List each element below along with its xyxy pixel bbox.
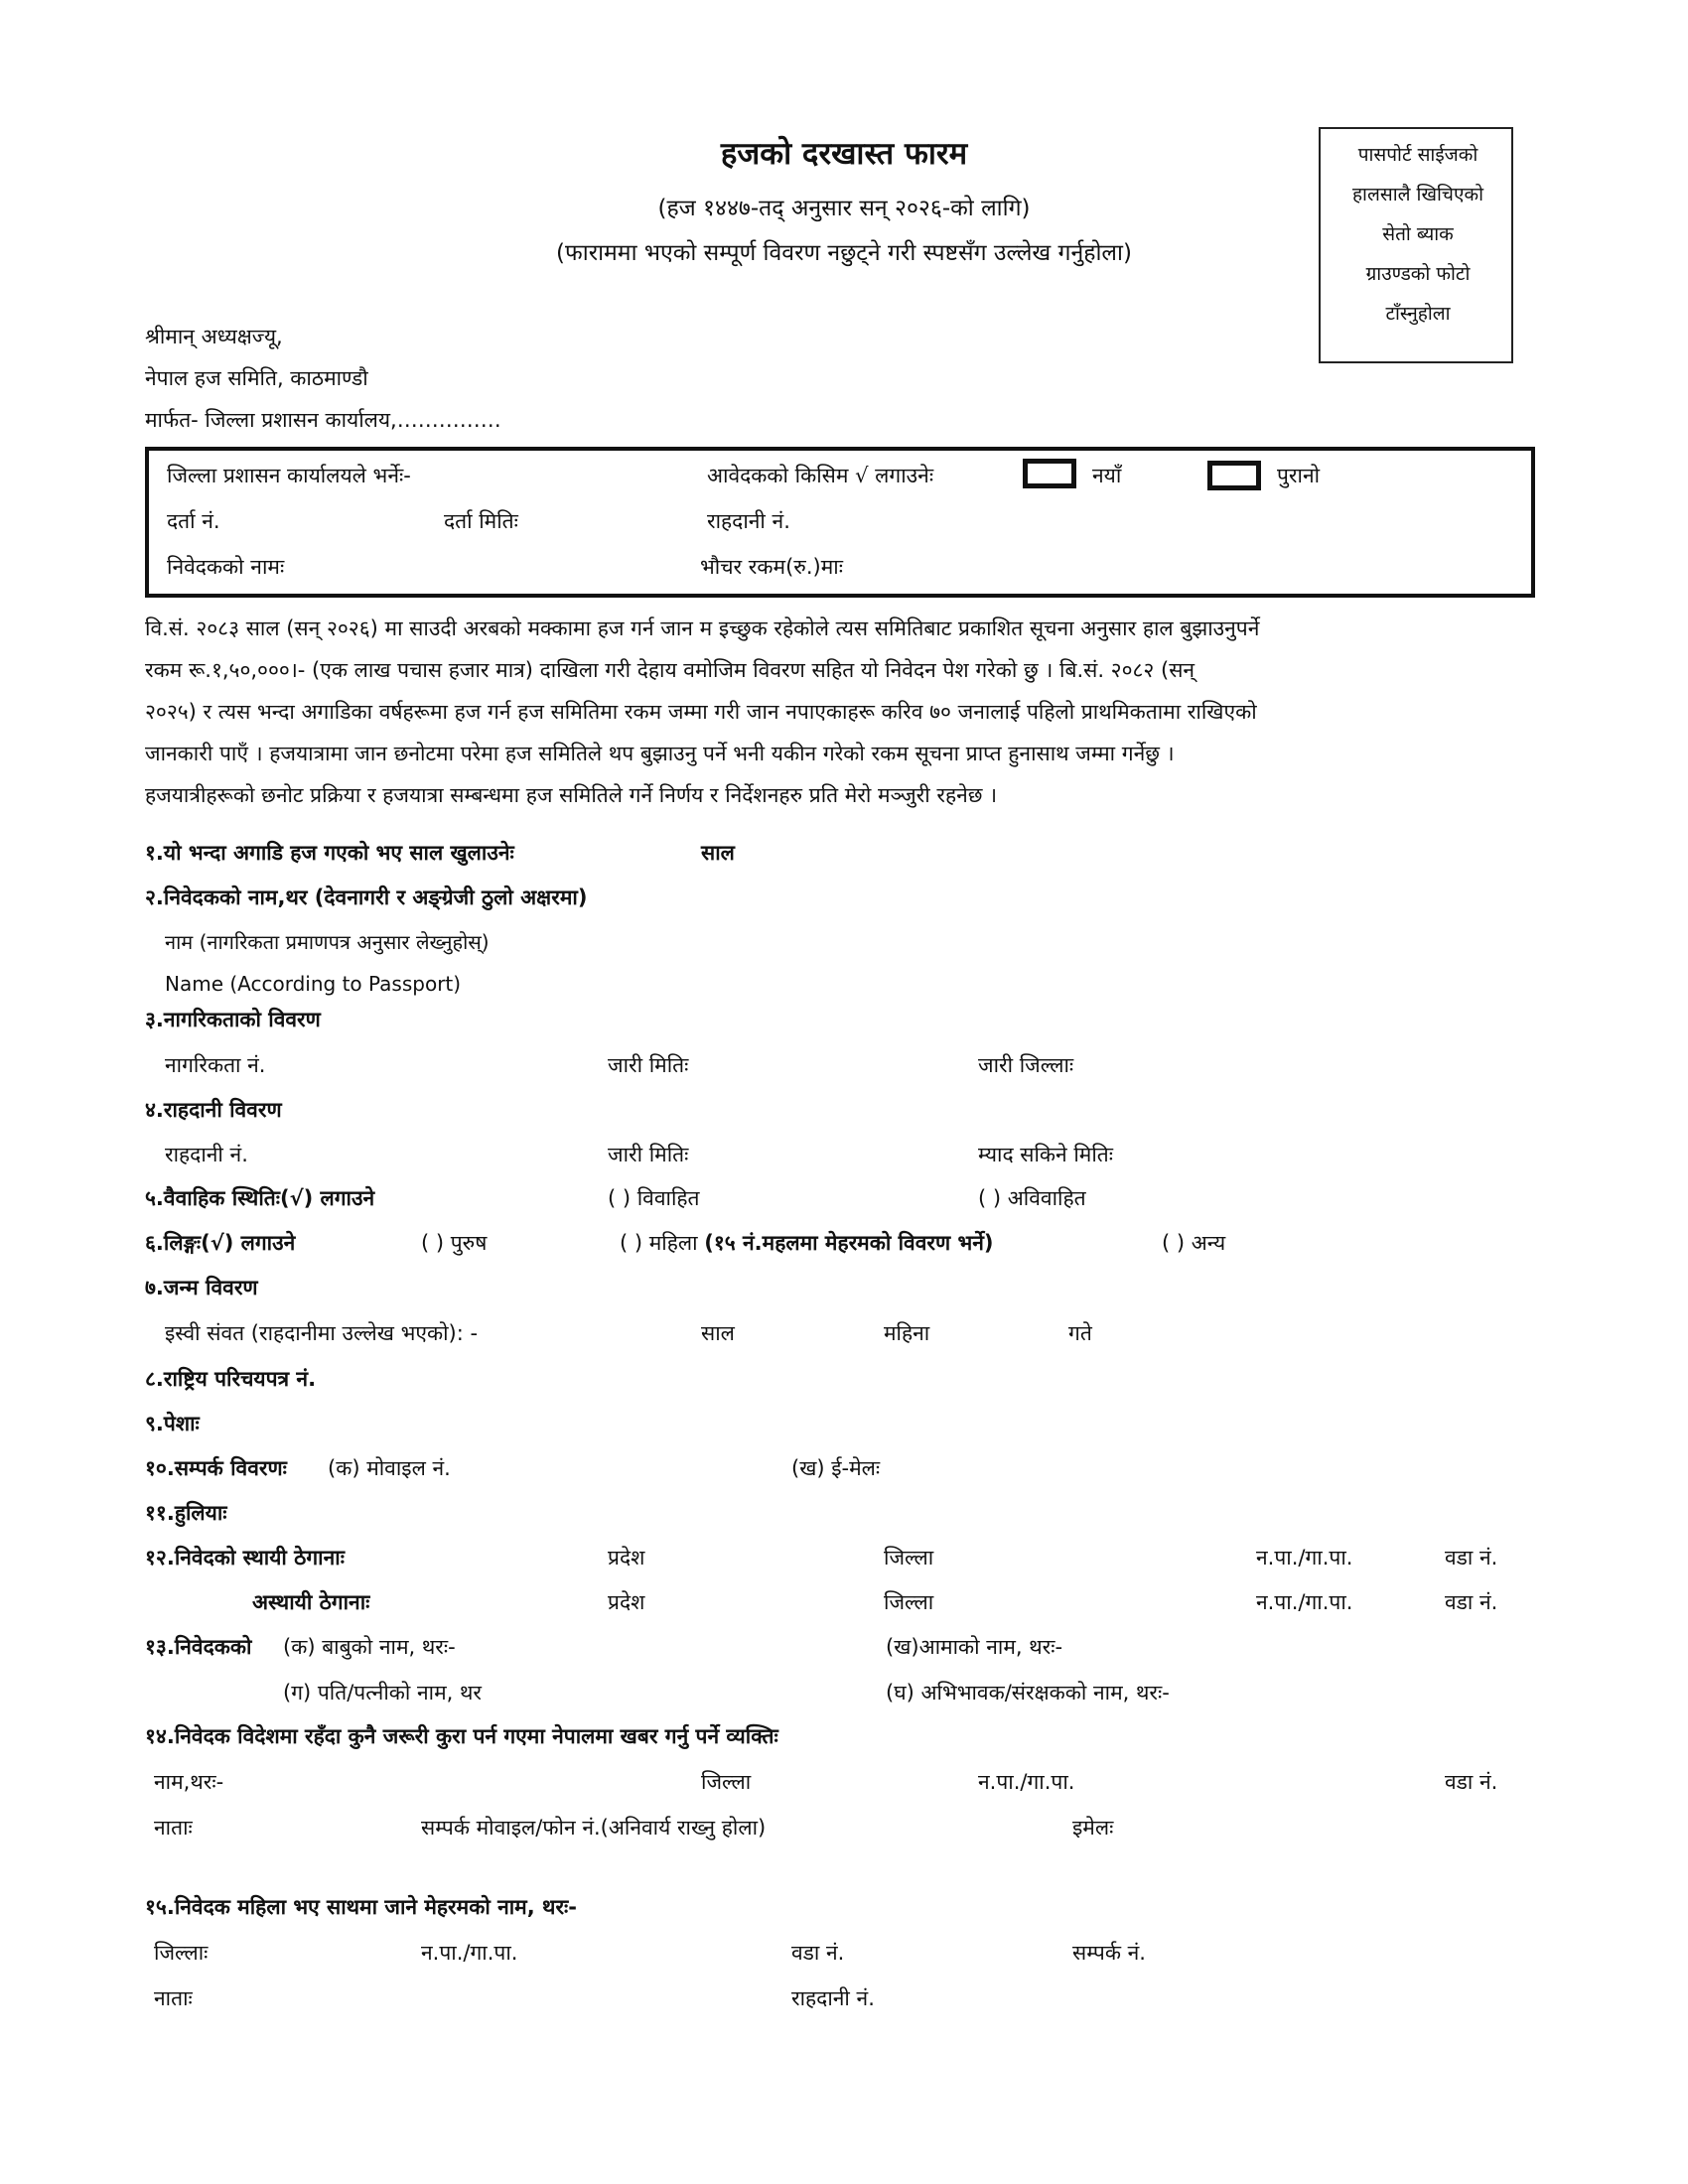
declaration-line: हजयात्रीहरूको छनोट प्रक्रिया र हजयात्रा सम्बन्धमा हज समितिले गर्ने निर्णय र निर्देशनहरु प्रति मेरो मञ्जुरी रहनेछ । <box>145 783 998 807</box>
old-applicant-checkbox[interactable] <box>1207 461 1261 490</box>
female-option[interactable] <box>620 1232 994 1255</box>
photo-instruction-line: टाँस्नुहोला <box>1385 303 1451 325</box>
photo-instruction-line: पासपोर्ट साईजको <box>1357 144 1478 166</box>
emergency-email-field[interactable]: इमेलः <box>1072 1816 1114 1840</box>
address-line-3: मार्फत- जिल्ला प्रशासन कार्यालय,…………… <box>145 408 501 432</box>
declaration-line: रकम रू.१,५०,०००।- (एक लाख पचास हजार मात्र) दाखिला गरी देहाय वमोजिम विवरण सहित यो निवेदन पेश गरेको छु । बि.सं. २०८२ (सन् <box>145 658 1196 682</box>
form-subtitle: (हज १४४७-तद् अनुसार सन् २०२६-को लागि) <box>657 196 1031 221</box>
address-line-1: श्रीमान् अध्यक्षज्यू, <box>145 325 283 348</box>
form-title: हजको दरखास्त फारम <box>720 136 968 172</box>
married-option[interactable]: ( ) विवाहित <box>608 1186 700 1210</box>
emergency-name-field[interactable]: नाम,थरः- <box>154 1770 224 1794</box>
emergency-relation-field[interactable]: नाताः <box>154 1816 193 1840</box>
permanent-address-label: १२.निवेदको स्थायी ठेगानाः <box>145 1546 345 1570</box>
section-13-label: १३.निवेदकको <box>145 1635 252 1659</box>
photo-instruction-line: हालसालै खिचिएको <box>1351 184 1484 205</box>
old-applicant-label: पुरानो <box>1277 464 1321 487</box>
declaration-line: २०२५) र त्यस भन्दा अगाडिका वर्षहरूमा हज गर्न हज समितिमा रकम जम्मा गरी जान नपाएकाहरू करिव ७० जनालाई पहिलो प्राथमिकतामा राखिएको <box>145 700 1257 724</box>
father-name-field[interactable]: (क) बाबुको नाम, थरः- <box>283 1635 456 1659</box>
birth-day-field[interactable]: गते <box>1068 1321 1092 1345</box>
temporary-municipality-field[interactable]: न.पा./गा.पा. <box>1256 1590 1353 1614</box>
birth-month-field[interactable]: महिना <box>884 1321 930 1345</box>
declaration-line: वि.सं. २०८३ साल (सन् २०२६) मा साउदी अरबको मक्कामा हज गर्न जान म इच्छुक रहेकोले त्यस समितिबाट प्रकाशित सूचना अनुसार हाल बुझाउनुपर्ने <box>145 616 1260 640</box>
temporary-province-field[interactable]: प्रदेश <box>608 1590 645 1614</box>
section-3-label: ३.नागरिकताको विवरण <box>145 1008 321 1031</box>
appearance-field[interactable]: ११.हुलियाः <box>145 1501 227 1525</box>
section-7-label: ७.जन्म विवरण <box>145 1276 258 1299</box>
female-option-label: ( ) महिला <box>620 1231 698 1255</box>
applicant-type-label: आवेदकको किसिम √ लगाउनेः <box>707 464 934 487</box>
unmarried-option[interactable]: ( ) अविवाहित <box>978 1186 1086 1210</box>
citizenship-no-field[interactable]: नागरिकता नं. <box>165 1053 266 1077</box>
permanent-municipality-field[interactable]: न.पा./गा.पा. <box>1256 1546 1353 1570</box>
section-6-label: ६.लिङ्गः(√) लगाउने <box>145 1231 296 1255</box>
mehram-relation-field[interactable]: नाताः <box>154 1986 193 2010</box>
national-id-field[interactable]: ८.राष्ट्रिय परिचयपत्र नं. <box>145 1367 317 1391</box>
reg-no-field[interactable]: दर्ता नं. <box>167 509 220 533</box>
mehram-district-field[interactable]: जिल्लाः <box>154 1941 209 1965</box>
temporary-ward-field[interactable]: वडा नं. <box>1445 1590 1498 1614</box>
section-5-label: ५.वैवाहिक स्थितिः(√) लगाउने <box>145 1186 375 1210</box>
english-name-field[interactable]: Name (According to Passport) <box>165 972 462 996</box>
occupation-field[interactable]: ९.पेशाः <box>145 1412 200 1435</box>
section-2-label: २.निवेदकको नाम,थर (देवनागरी र अङ्ग्रेजी ठुलो अक्षरमा) <box>145 886 588 909</box>
emergency-ward-field[interactable]: वडा नं. <box>1445 1770 1498 1794</box>
mehram-municipality-field[interactable]: न.पा./गा.पा. <box>421 1941 518 1965</box>
passport-expiry-field[interactable]: म्याद सकिने मितिः <box>978 1143 1114 1166</box>
section-1-label: १.यो भन्दा अगाडि हज गएको भए साल खुलाउनेः <box>145 841 514 865</box>
email-field[interactable]: (ख) ई-मेलः <box>791 1456 881 1480</box>
section-14-label: १४.निवेदक विदेशमा रहँदा कुनै जरूरी कुरा पर्न गएमा नेपालमा खबर गर्नु पर्ने व्यक्तिः <box>145 1724 778 1748</box>
section-1-year-field[interactable]: साल <box>701 841 735 865</box>
birth-year-field[interactable]: साल <box>701 1321 735 1345</box>
permanent-ward-field[interactable]: वडा नं. <box>1445 1546 1498 1570</box>
declaration-line: जानकारी पाएँ । हजयात्रामा जान छनोटमा परेमा हज समितिले थप बुझाउनु पर्ने भनी यकीन गरेको रकम सूचना प्राप्त हुनासाथ जम्मा गर्नेछु । <box>145 742 1175 765</box>
permanent-district-field[interactable]: जिल्ला <box>884 1546 934 1570</box>
applicant-name-field[interactable]: निवेदकको नामः <box>167 555 285 579</box>
birth-era-label: इस्वी संवत (राहदानीमा उल्लेख भएको): - <box>165 1321 479 1345</box>
spouse-name-field[interactable]: (ग) पति/पत्नीको नाम, थर <box>283 1681 483 1705</box>
section-15-label: १५.निवेदक महिला भए साथमा जाने मेहरमको नाम, थरः- <box>145 1895 577 1919</box>
mehram-contact-field[interactable]: सम्पर्क नं. <box>1072 1941 1146 1965</box>
section-10-label: १०.सम्पर्क विवरणः <box>145 1456 287 1480</box>
declaration-paragraph <box>145 608 1535 816</box>
photo-instruction-line: ग्राउण्डको फोटो <box>1365 263 1471 285</box>
section-4-label: ४.राहदानी विवरण <box>145 1098 282 1122</box>
other-gender-option[interactable]: ( ) अन्य <box>1162 1231 1226 1255</box>
photo-instruction-line: सेतो ब्याक <box>1382 223 1454 245</box>
office-use-heading: जिल्ला प्रशासन कार्यालयले भर्नेः- <box>167 464 411 487</box>
passport-no-field[interactable]: राहदानी नं. <box>165 1143 248 1166</box>
citizenship-issue-district-field[interactable]: जारी जिल्लाः <box>978 1053 1074 1077</box>
temporary-district-field[interactable]: जिल्ला <box>884 1590 934 1614</box>
nepali-name-field[interactable]: नाम (नागरिकता प्रमाणपत्र अनुसार लेख्नुहोस्) <box>165 930 490 954</box>
emergency-contact-field[interactable]: सम्पर्क मोवाइल/फोन नं.(अनिवार्य राख्नु होला) <box>421 1816 767 1840</box>
new-applicant-checkbox[interactable] <box>1023 459 1076 488</box>
voucher-amount-field[interactable]: भौचर रकम(रु.)माः <box>700 555 843 579</box>
reg-date-field[interactable]: दर्ता मितिः <box>444 509 518 533</box>
office-passport-no-field[interactable]: राहदानी नं. <box>707 509 790 533</box>
photo-placeholder-box <box>1319 127 1513 363</box>
form-instruction: (फाराममा भएको सम्पूर्ण विवरण नछुट्ने गरी स्पष्टसँग उल्लेख गर्नुहोला) <box>556 240 1132 266</box>
citizenship-issue-date-field[interactable]: जारी मितिः <box>608 1053 689 1077</box>
emergency-district-field[interactable]: जिल्ला <box>701 1770 752 1794</box>
mobile-field[interactable]: (क) मोवाइल नं. <box>328 1456 451 1480</box>
guardian-name-field[interactable]: (घ) अभिभावक/संरक्षकको नाम, थरः- <box>886 1681 1170 1705</box>
emergency-municipality-field[interactable]: न.पा./गा.पा. <box>978 1770 1075 1794</box>
passport-issue-date-field[interactable]: जारी मितिः <box>608 1143 689 1166</box>
address-line-2: नेपाल हज समिति, काठमाण्डौ <box>145 366 368 390</box>
female-option-note: (१५ नं.महलमा मेहरमको विवरण भर्ने) <box>704 1231 994 1255</box>
permanent-province-field[interactable]: प्रदेश <box>608 1546 645 1570</box>
mother-name-field[interactable]: (ख)आमाको नाम, थरः- <box>886 1635 1063 1659</box>
new-applicant-label: नयाँ <box>1092 464 1122 487</box>
mehram-passport-field[interactable]: राहदानी नं. <box>791 1986 875 2010</box>
temporary-address-label: अस्थायी ठेगानाः <box>252 1590 370 1614</box>
mehram-ward-field[interactable]: वडा नं. <box>791 1941 845 1965</box>
male-option[interactable]: ( ) पुरुष <box>421 1231 488 1255</box>
office-use-box <box>145 447 1535 598</box>
